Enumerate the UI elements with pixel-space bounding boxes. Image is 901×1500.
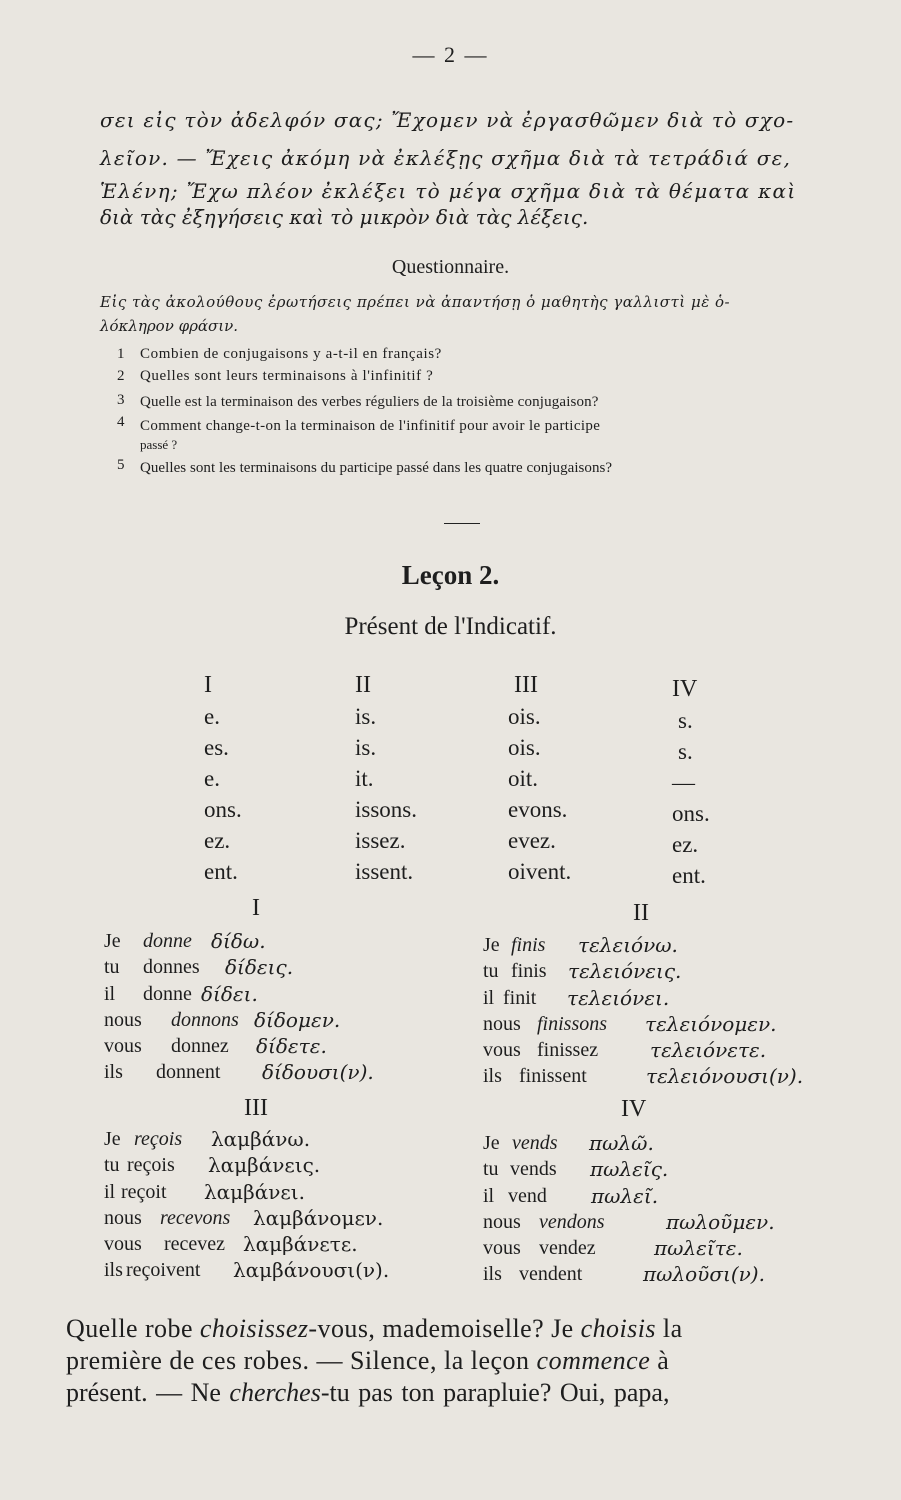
ending: is. (355, 704, 377, 729)
pronoun: ils (104, 1061, 123, 1084)
lesson-title: Leçon 2. (401, 560, 500, 590)
ending: s. (678, 739, 693, 764)
ending: s. (678, 708, 693, 733)
closing-emphasis: choisis (580, 1314, 656, 1343)
greek-translation: δίδετε. (256, 1034, 327, 1059)
closing-text: présent. — Ne (66, 1378, 230, 1407)
verb-form: recevons (160, 1206, 231, 1229)
pronoun: nous (104, 1008, 142, 1031)
verb-form: reçois (134, 1128, 183, 1150)
question-number: 3 (117, 392, 125, 408)
pronoun: vous (104, 1233, 142, 1256)
greek-translation: τελειόνεις. (568, 959, 682, 984)
pronoun: ils (104, 1259, 123, 1282)
pronoun: Je (104, 930, 121, 952)
questionnaire-title: Questionnaire. (391, 256, 510, 278)
ending: ent. (672, 863, 706, 888)
closing-line-3 (66, 1378, 669, 1408)
conjugation-numeral: I (252, 895, 260, 921)
verb-form: finit (503, 986, 537, 1009)
pronoun: nous (483, 1210, 521, 1233)
verb-form: donne (143, 982, 192, 1005)
ending: ez. (672, 832, 699, 857)
pronoun: nous (483, 1012, 521, 1035)
greek-paragraph-line-2: λεῖον. — Ἔχεις ἀκόμη νὰ ἐκλέξῃς σχῆμα διὰ τὰ τετράδιά σε, (100, 146, 792, 170)
verb-form: donne (143, 930, 192, 952)
conjugation-numeral: II (355, 672, 371, 698)
ending: e. (204, 766, 220, 791)
greek-translation: δίδω. (211, 929, 266, 953)
greek-translation: δίδουσι(ν). (262, 1060, 374, 1085)
closing-text: première de ces robes. — Silence, la leçon (66, 1346, 537, 1375)
greek-translation: πωλοῦσι(ν). (643, 1262, 765, 1287)
ending: ois. (508, 704, 541, 729)
verb-form: reçois (127, 1154, 175, 1177)
closing-text: -tu pas ton parapluie? Oui, papa, (320, 1378, 670, 1407)
verb-form: vends (512, 1132, 558, 1154)
closing-text: -vous, mademoiselle? Je (308, 1314, 581, 1343)
greek-translation: τελειόνουσι(ν). (646, 1064, 804, 1089)
greek-translation: τελειόνομεν. (645, 1011, 777, 1036)
greek-paragraph-line-3: Ἑλένη; Ἔχω πλέον ἐκλέξει τὸ μέγα σχῆμα διὰ τὰ θέματα καὶ (100, 179, 797, 203)
greek-translation: δίδεις. (225, 955, 294, 980)
pronoun: Je (483, 934, 500, 956)
section-divider (444, 523, 480, 524)
question-text: Quelle est la terminaison des verbes réguliers de la troisième conjugaison? (140, 394, 599, 410)
verb-form: vendons (539, 1210, 605, 1233)
pronoun: il (104, 1180, 116, 1203)
conjugation-numeral: IV (621, 1096, 647, 1122)
ending: ez. (204, 828, 231, 853)
greek-translation: δίδει. (201, 981, 258, 1006)
verb-form: finissent (519, 1065, 587, 1088)
ending: ons. (672, 801, 710, 826)
pronoun: tu (104, 956, 120, 979)
ending: issent. (355, 859, 414, 884)
closing-line-1 (66, 1314, 683, 1344)
ending: it. (355, 766, 374, 791)
verb-form: donnes (143, 956, 200, 979)
closing-text: Quelle robe (66, 1314, 200, 1343)
greek-translation: πωλοῦμεν. (666, 1209, 775, 1234)
pronoun: tu (483, 960, 499, 983)
pronoun: nous (104, 1206, 142, 1229)
endings-column-3 (508, 670, 571, 887)
greek-paragraph-line-4: διὰ τὰς ἐξηγήσεις καὶ τὸ μικρὸν διὰ τὰς λέξεις. (100, 205, 589, 229)
greek-translation: λαμβάνομεν. (253, 1205, 384, 1230)
endings-column-4 (672, 674, 710, 891)
question-text-continued: passé ? (140, 437, 178, 452)
question-text: Combien de conjugaisons y a-t-il en français? (140, 346, 442, 362)
ending: ons. (204, 797, 242, 822)
verb-form: vends (510, 1158, 557, 1181)
verb-form: vend (508, 1184, 547, 1207)
ending: oit. (508, 766, 539, 791)
closing-emphasis: commence (536, 1346, 651, 1375)
greek-translation: τελειόνω. (578, 933, 678, 957)
closing-text: à (650, 1346, 670, 1375)
greek-translation: λαμβάνω. (211, 1127, 311, 1151)
ending: — (672, 770, 695, 795)
greek-translation: πωλεῖς. (590, 1157, 669, 1182)
question-text: Comment change-t-on la terminaison de l'infinitif pour avoir le participe (140, 418, 601, 434)
verb-form: recevez (164, 1233, 226, 1256)
ending: issons. (355, 797, 417, 822)
verb-form: vendez (539, 1237, 596, 1260)
question-number: 4 (117, 414, 125, 430)
verb-form: finis (511, 934, 546, 956)
endings-column-1 (204, 670, 242, 887)
ending: evez. (508, 828, 556, 853)
verb-form: donnons (171, 1008, 239, 1031)
pronoun: vous (483, 1237, 521, 1260)
verb-form: finissons (537, 1012, 608, 1035)
greek-translation: πωλεῖτε. (654, 1236, 743, 1261)
greek-translation: πωλῶ. (589, 1131, 654, 1155)
greek-translation: τελειόνει. (567, 985, 670, 1010)
closing-emphasis: cherches (229, 1378, 321, 1407)
page-number: — 2 — (412, 42, 489, 67)
greek-paragraph-line-1: σει εἰς τὸν ἀδελφόν σας; Ἔχομεν νὰ ἐργασθῶμεν διὰ τὸ σχο- (100, 108, 795, 132)
greek-translation: πωλεῖ. (591, 1183, 659, 1208)
pronoun: vous (104, 1035, 142, 1058)
conjugation-numeral: II (633, 900, 649, 926)
closing-line-2 (66, 1346, 669, 1376)
greek-translation: τελειόνετε. (650, 1038, 767, 1063)
questionnaire-intro-line-2: λόκληρον φράσιν. (100, 317, 239, 335)
verb-form: finis (511, 960, 547, 983)
conjugation-numeral: IV (672, 676, 698, 702)
greek-translation: λαμβάνουσι(ν). (233, 1258, 390, 1283)
question-text: Quelles sont leurs terminaisons à l'infinitif ? (140, 368, 434, 384)
pronoun: ils (483, 1065, 502, 1088)
verb-form: donnez (171, 1035, 229, 1058)
conjugation-numeral: III (514, 672, 538, 698)
verb-form: donnent (156, 1061, 221, 1084)
lesson-subtitle: Présent de l'Indicatif. (344, 613, 557, 640)
ending: issez. (355, 828, 406, 853)
greek-translation: δίδομεν. (254, 1007, 341, 1032)
question-number: 2 (117, 368, 125, 384)
ending: is. (355, 735, 377, 760)
ending: oivent. (508, 859, 572, 884)
pronoun: ils (483, 1263, 502, 1286)
questionnaire-intro-line-1: Εἰς τὰς ἀκολούθους ἐρωτήσεις πρέπει νὰ ἀπαντήσῃ ὁ μαθητὴς γαλλιστὶ μὲ ὁ- (100, 293, 731, 311)
ending: ent. (204, 859, 238, 884)
pronoun: Je (483, 1132, 500, 1154)
conjugation-4-greek (0, 1130, 775, 1288)
pronoun: il (104, 982, 116, 1005)
question-number: 1 (117, 346, 125, 362)
ending: e. (204, 704, 220, 729)
pronoun: il (483, 1184, 495, 1207)
verb-form: reçoivent (126, 1259, 201, 1282)
closing-emphasis: choisissez (199, 1314, 309, 1343)
verb-form: reçoit (121, 1180, 167, 1203)
pronoun: tu (104, 1154, 120, 1177)
greek-translation: λαμβάνεις. (208, 1153, 321, 1178)
conjugation-numeral: I (204, 672, 212, 698)
ending: ois. (508, 735, 541, 760)
endings-column-2 (355, 670, 417, 887)
pronoun: Je (104, 1128, 121, 1150)
conjugation-numeral: III (244, 1095, 268, 1121)
ending: es. (204, 735, 229, 760)
pronoun: tu (483, 1158, 499, 1181)
question-number: 5 (117, 457, 125, 473)
verb-form: vendent (519, 1263, 583, 1286)
pronoun: vous (483, 1039, 521, 1062)
ending: evons. (508, 797, 568, 822)
pronoun: il (483, 986, 495, 1009)
conjugation-2-greek (0, 932, 803, 1090)
question-text: Quelles sont les terminaisons du participe passé dans les quatre conjugaisons? (140, 460, 613, 476)
greek-translation: λαμβάνει. (204, 1179, 305, 1204)
greek-translation: λαμβάνετε. (243, 1232, 358, 1257)
closing-text: la (655, 1314, 683, 1343)
verb-form: finissez (537, 1039, 599, 1062)
